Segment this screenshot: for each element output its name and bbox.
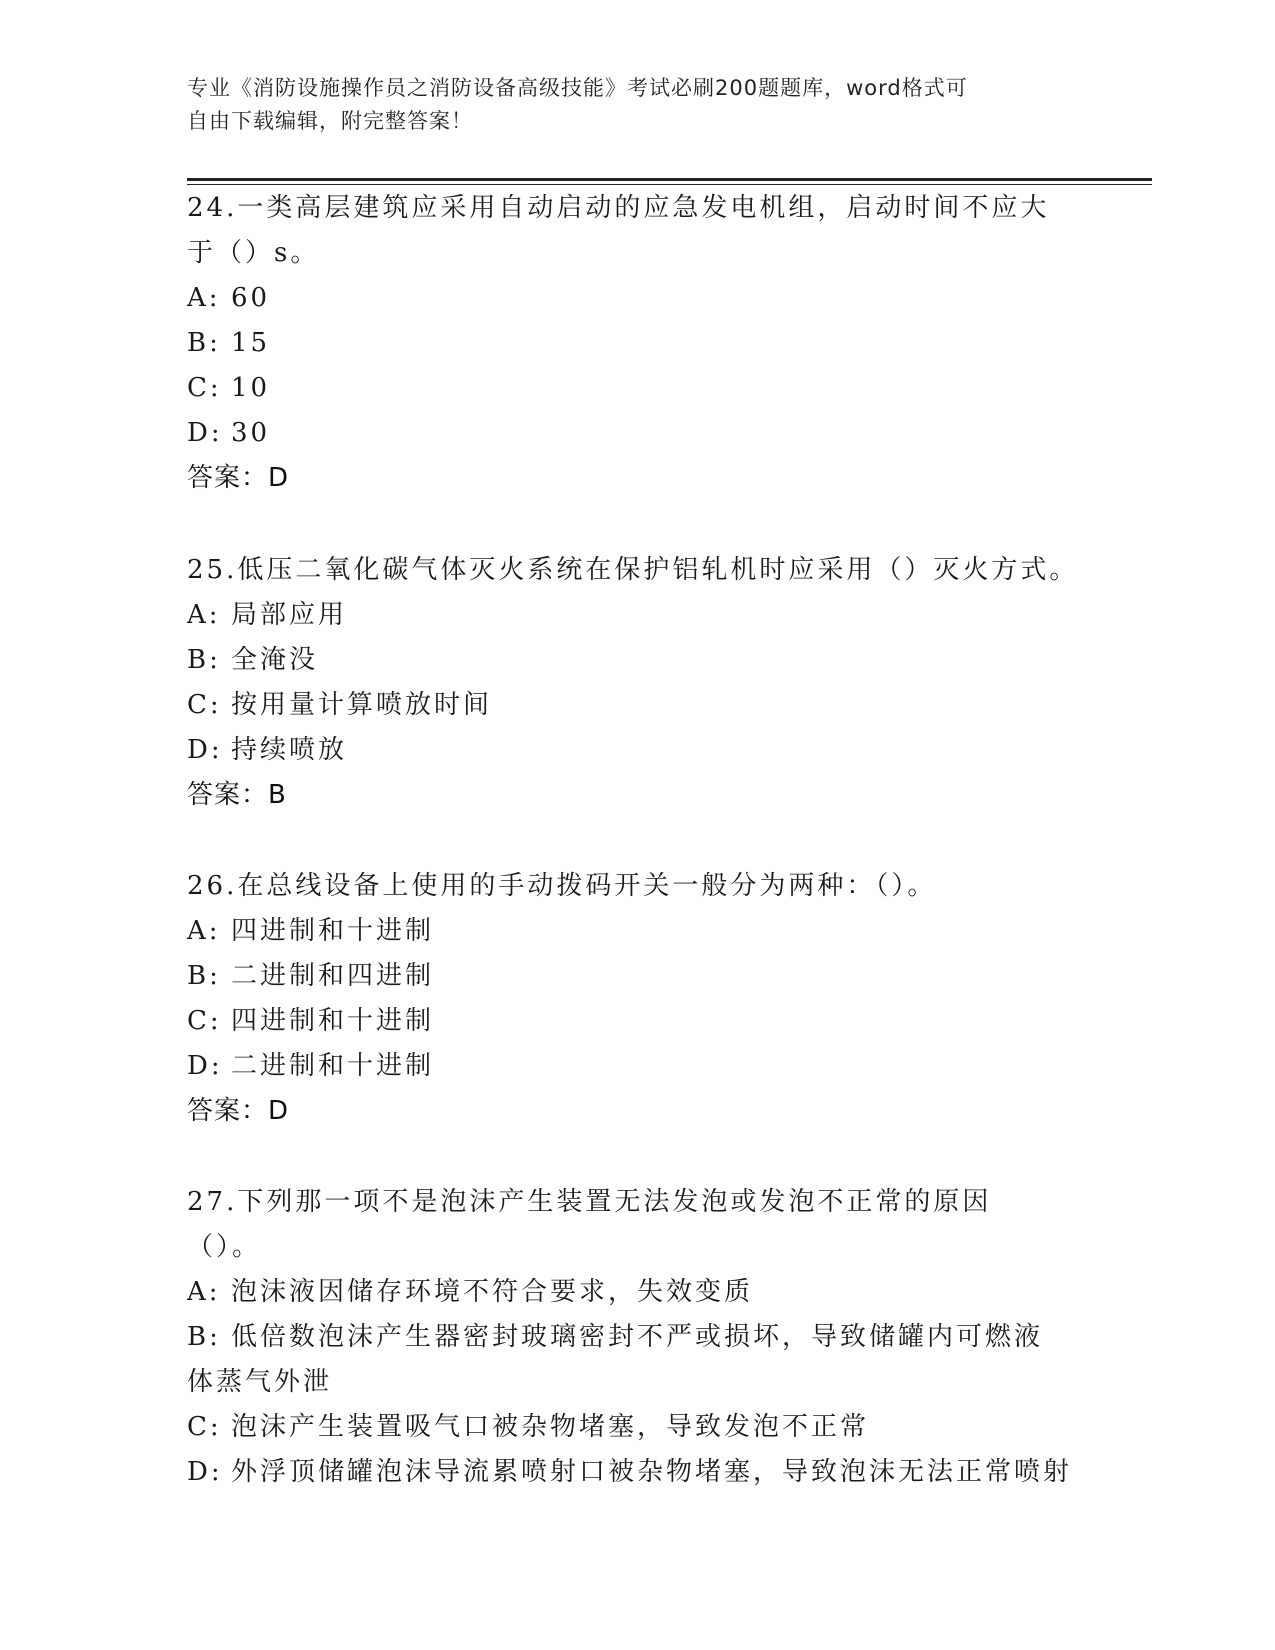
option-text: 全淹没: [231, 645, 319, 675]
question-text: 24.一类高层建筑应采用自动启动的应急发电机组，启动时间不应大于（）s。: [187, 193, 1050, 268]
option-letter: A:: [187, 283, 221, 313]
header-line-2: 自由下载编辑，附完整答案！: [187, 109, 473, 133]
question-24: [187, 186, 1057, 501]
option-text: 局部应用: [231, 600, 348, 630]
question-25: [187, 548, 1087, 818]
option-text: 低倍数泡沫产生器密封玻璃密封不严或损坏，导致储罐内可燃液体蒸气外泄: [187, 1322, 1044, 1397]
option-d: [187, 411, 1057, 456]
option-letter: D:: [187, 1457, 223, 1487]
option-text: 持续喷放: [231, 735, 348, 765]
option-b: [187, 954, 1087, 999]
answer-line: 答案：D: [187, 1096, 290, 1126]
option-text: 泡沫产生装置吸气口被杂物堵塞，导致发泡不正常: [231, 1412, 870, 1442]
option-letter: C:: [187, 1006, 222, 1036]
option-a: [187, 593, 1087, 638]
option-letter: A:: [187, 1277, 221, 1307]
question-text: 25.低压二氧化碳气体灭火系统在保护铝轧机时应采用（）灭火方式。: [187, 555, 1079, 585]
option-text: 15: [231, 328, 271, 358]
answer-line: 答案：D: [187, 463, 290, 493]
option-b: [187, 638, 1087, 683]
option-d: [187, 1044, 1087, 1089]
header-line-1: 专业《消防设施操作员之消防设备高级技能》考试必刷200题题库，word格式可: [187, 76, 968, 100]
option-text: 四进制和十进制: [231, 1006, 435, 1036]
option-text: 四进制和十进制: [231, 916, 435, 946]
option-letter: B:: [187, 961, 221, 991]
option-text: 外浮顶储罐泡沫导流累喷射口被杂物堵塞，导致泡沫无法正常喷射: [231, 1457, 1073, 1487]
option-letter: C:: [187, 1412, 222, 1442]
option-d: [187, 1450, 1073, 1495]
option-a: [187, 1270, 1057, 1315]
header-rule-thin: [187, 184, 1152, 185]
option-letter: B:: [187, 328, 221, 358]
option-text: 二进制和十进制: [231, 1051, 435, 1081]
option-a: [187, 276, 1057, 321]
option-letter: A:: [187, 600, 221, 630]
option-letter: C:: [187, 690, 222, 720]
option-b: [187, 1315, 1057, 1405]
option-c: [187, 683, 1087, 728]
option-c: [187, 366, 1057, 411]
option-c: [187, 1405, 1057, 1450]
option-text: 10: [231, 373, 271, 403]
option-text: 二进制和四进制: [231, 961, 435, 991]
option-letter: D:: [187, 418, 223, 448]
answer-line: 答案：B: [187, 780, 287, 810]
option-text: 泡沫液因储存环境不符合要求，失效变质: [231, 1277, 754, 1307]
question-26: [187, 864, 1087, 1134]
option-text: 30: [231, 418, 271, 448]
document-header: [187, 72, 1087, 138]
question-text: 26.在总线设备上使用的手动拨码开关一般分为两种：（）。: [187, 871, 937, 901]
option-d: [187, 728, 1087, 773]
option-c: [187, 999, 1087, 1044]
option-letter: A:: [187, 916, 221, 946]
question-27: [187, 1180, 1073, 1495]
option-a: [187, 909, 1087, 954]
option-letter: D:: [187, 1051, 223, 1081]
question-text: 27.下列那一项不是泡沫产生装置无法发泡或发泡不正常的原因（）。: [187, 1187, 992, 1262]
option-letter: B:: [187, 645, 221, 675]
option-b: [187, 321, 1057, 366]
header-rule-thick: [187, 178, 1152, 181]
option-letter: B:: [187, 1322, 221, 1352]
option-letter: C:: [187, 373, 222, 403]
option-letter: D:: [187, 735, 223, 765]
option-text: 按用量计算喷放时间: [231, 690, 493, 720]
option-text: 60: [231, 283, 271, 313]
